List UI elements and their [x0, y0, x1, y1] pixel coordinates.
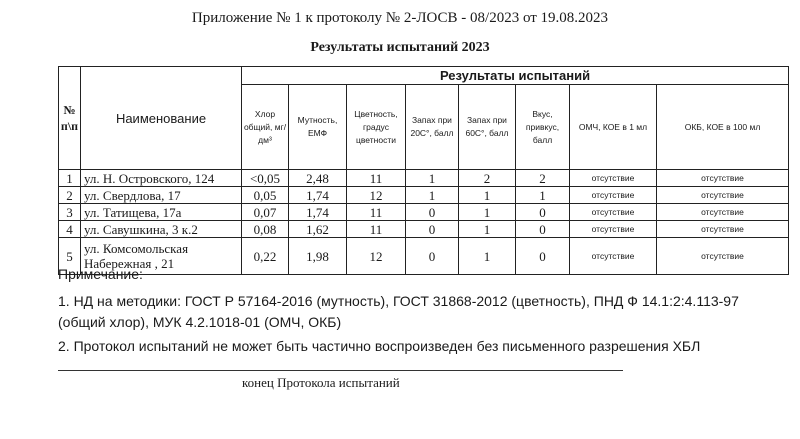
- cell-omch: отсутствие: [570, 238, 657, 275]
- cell-chlorine: <0,05: [242, 170, 289, 187]
- cell-color: 11: [347, 221, 406, 238]
- cell-taste: 0: [516, 221, 570, 238]
- row-number: 5: [59, 238, 81, 275]
- cell-chlorine: 0,07: [242, 204, 289, 221]
- cell-okb: отсутствие: [657, 221, 789, 238]
- table-row: [59, 238, 789, 275]
- column-header-color: Цветность, градус цветности: [347, 85, 406, 170]
- cell-omch: отсутствие: [570, 170, 657, 187]
- cell-odor-60: 1: [459, 238, 516, 275]
- cell-omch: отсутствие: [570, 204, 657, 221]
- cell-odor-20: 0: [406, 204, 459, 221]
- cell-color: 12: [347, 187, 406, 204]
- end-of-protocol: конец Протокола испытаний: [242, 375, 400, 390]
- cell-okb: отсутствие: [657, 238, 789, 275]
- row-number: 4: [59, 221, 81, 238]
- cell-turbidity: 1,74: [289, 187, 347, 204]
- cell-turbidity: 1,98: [289, 238, 347, 275]
- row-number: 1: [59, 170, 81, 187]
- cell-turbidity: 2,48: [289, 170, 347, 187]
- row-name: ул. Татищева, 17а: [81, 204, 242, 221]
- row-name: ул. Савушкина, 3 к.2: [81, 221, 242, 238]
- cell-odor-20: 1: [406, 170, 459, 187]
- column-header-odor-20: Запах при 20С°, балл: [406, 85, 459, 170]
- row-name-line: Набережная , 21: [84, 256, 175, 271]
- cell-chlorine: 0,22: [242, 238, 289, 275]
- row-name: ул. Н. Островского, 124: [81, 170, 242, 187]
- cell-odor-60: 2: [459, 170, 516, 187]
- cell-odor-20: 0: [406, 221, 459, 238]
- document-header: Приложение № 1 к протоколу № 2-ЛОСВ - 08/2023 от 19.08.2023: [191, 10, 609, 26]
- cell-odor-60: 1: [459, 221, 516, 238]
- row-number: 3: [59, 204, 81, 221]
- cell-turbidity: 1,74: [289, 204, 347, 221]
- cell-odor-20: 0: [406, 238, 459, 275]
- results-table: [58, 66, 789, 275]
- cell-okb: отсутствие: [657, 187, 789, 204]
- table-row: [59, 204, 789, 221]
- cell-omch: отсутствие: [570, 187, 657, 204]
- cell-taste: 0: [516, 204, 570, 221]
- row-name: ул. Свердлова, 17: [81, 187, 242, 204]
- table-title: Результаты испытаний 2023: [310, 40, 490, 55]
- cell-odor-60: 1: [459, 187, 516, 204]
- note-reproduction: 2. Протокол испытаний не может быть частично воспроизведен без письменного разрешения ХБЛ: [58, 338, 701, 354]
- cell-taste: 2: [516, 170, 570, 187]
- divider-line: [58, 370, 623, 371]
- table-row: [59, 187, 789, 204]
- column-header-okb: ОКБ, КОЕ в 100 мл: [657, 85, 789, 170]
- column-header-number: № п\п: [59, 67, 81, 170]
- column-header-chlorine: Хлор общий, мг/дм³: [242, 85, 289, 170]
- row-number: 2: [59, 187, 81, 204]
- column-header-turbidity: Мутность, ЕМФ: [289, 85, 347, 170]
- note-methods: 1. НД на методики: ГОСТ Р 57164-2016 (мутность), ГОСТ 31868-2012 (цветность), ПНД Ф 14.1:2:4.113-97 (общий хлор), МУК 4.2.1018-01 (ОМЧ, ОКБ): [58, 293, 739, 330]
- cell-taste: 0: [516, 238, 570, 275]
- notes-label: Примечание:: [58, 266, 143, 282]
- column-header-omch: ОМЧ, КОЕ в 1 мл: [570, 85, 657, 170]
- cell-taste: 1: [516, 187, 570, 204]
- cell-okb: отсутствие: [657, 204, 789, 221]
- column-header-name: Наименование: [81, 67, 242, 170]
- cell-color: 11: [347, 170, 406, 187]
- cell-color: 12: [347, 238, 406, 275]
- table-row: [59, 221, 789, 238]
- cell-chlorine: 0,08: [242, 221, 289, 238]
- cell-odor-60: 1: [459, 204, 516, 221]
- table-row: [59, 170, 789, 187]
- cell-color: 11: [347, 204, 406, 221]
- cell-turbidity: 1,62: [289, 221, 347, 238]
- cell-chlorine: 0,05: [242, 187, 289, 204]
- cell-omch: отсутствие: [570, 221, 657, 238]
- column-header-odor-60: Запах при 60С°, балл: [459, 85, 516, 170]
- column-header-taste: Вкус, привкус, балл: [516, 85, 570, 170]
- cell-okb: отсутствие: [657, 170, 789, 187]
- cell-odor-20: 1: [406, 187, 459, 204]
- column-group-header: Результаты испытаний: [242, 67, 789, 85]
- row-name-line: ул. Комсомольская: [84, 241, 189, 256]
